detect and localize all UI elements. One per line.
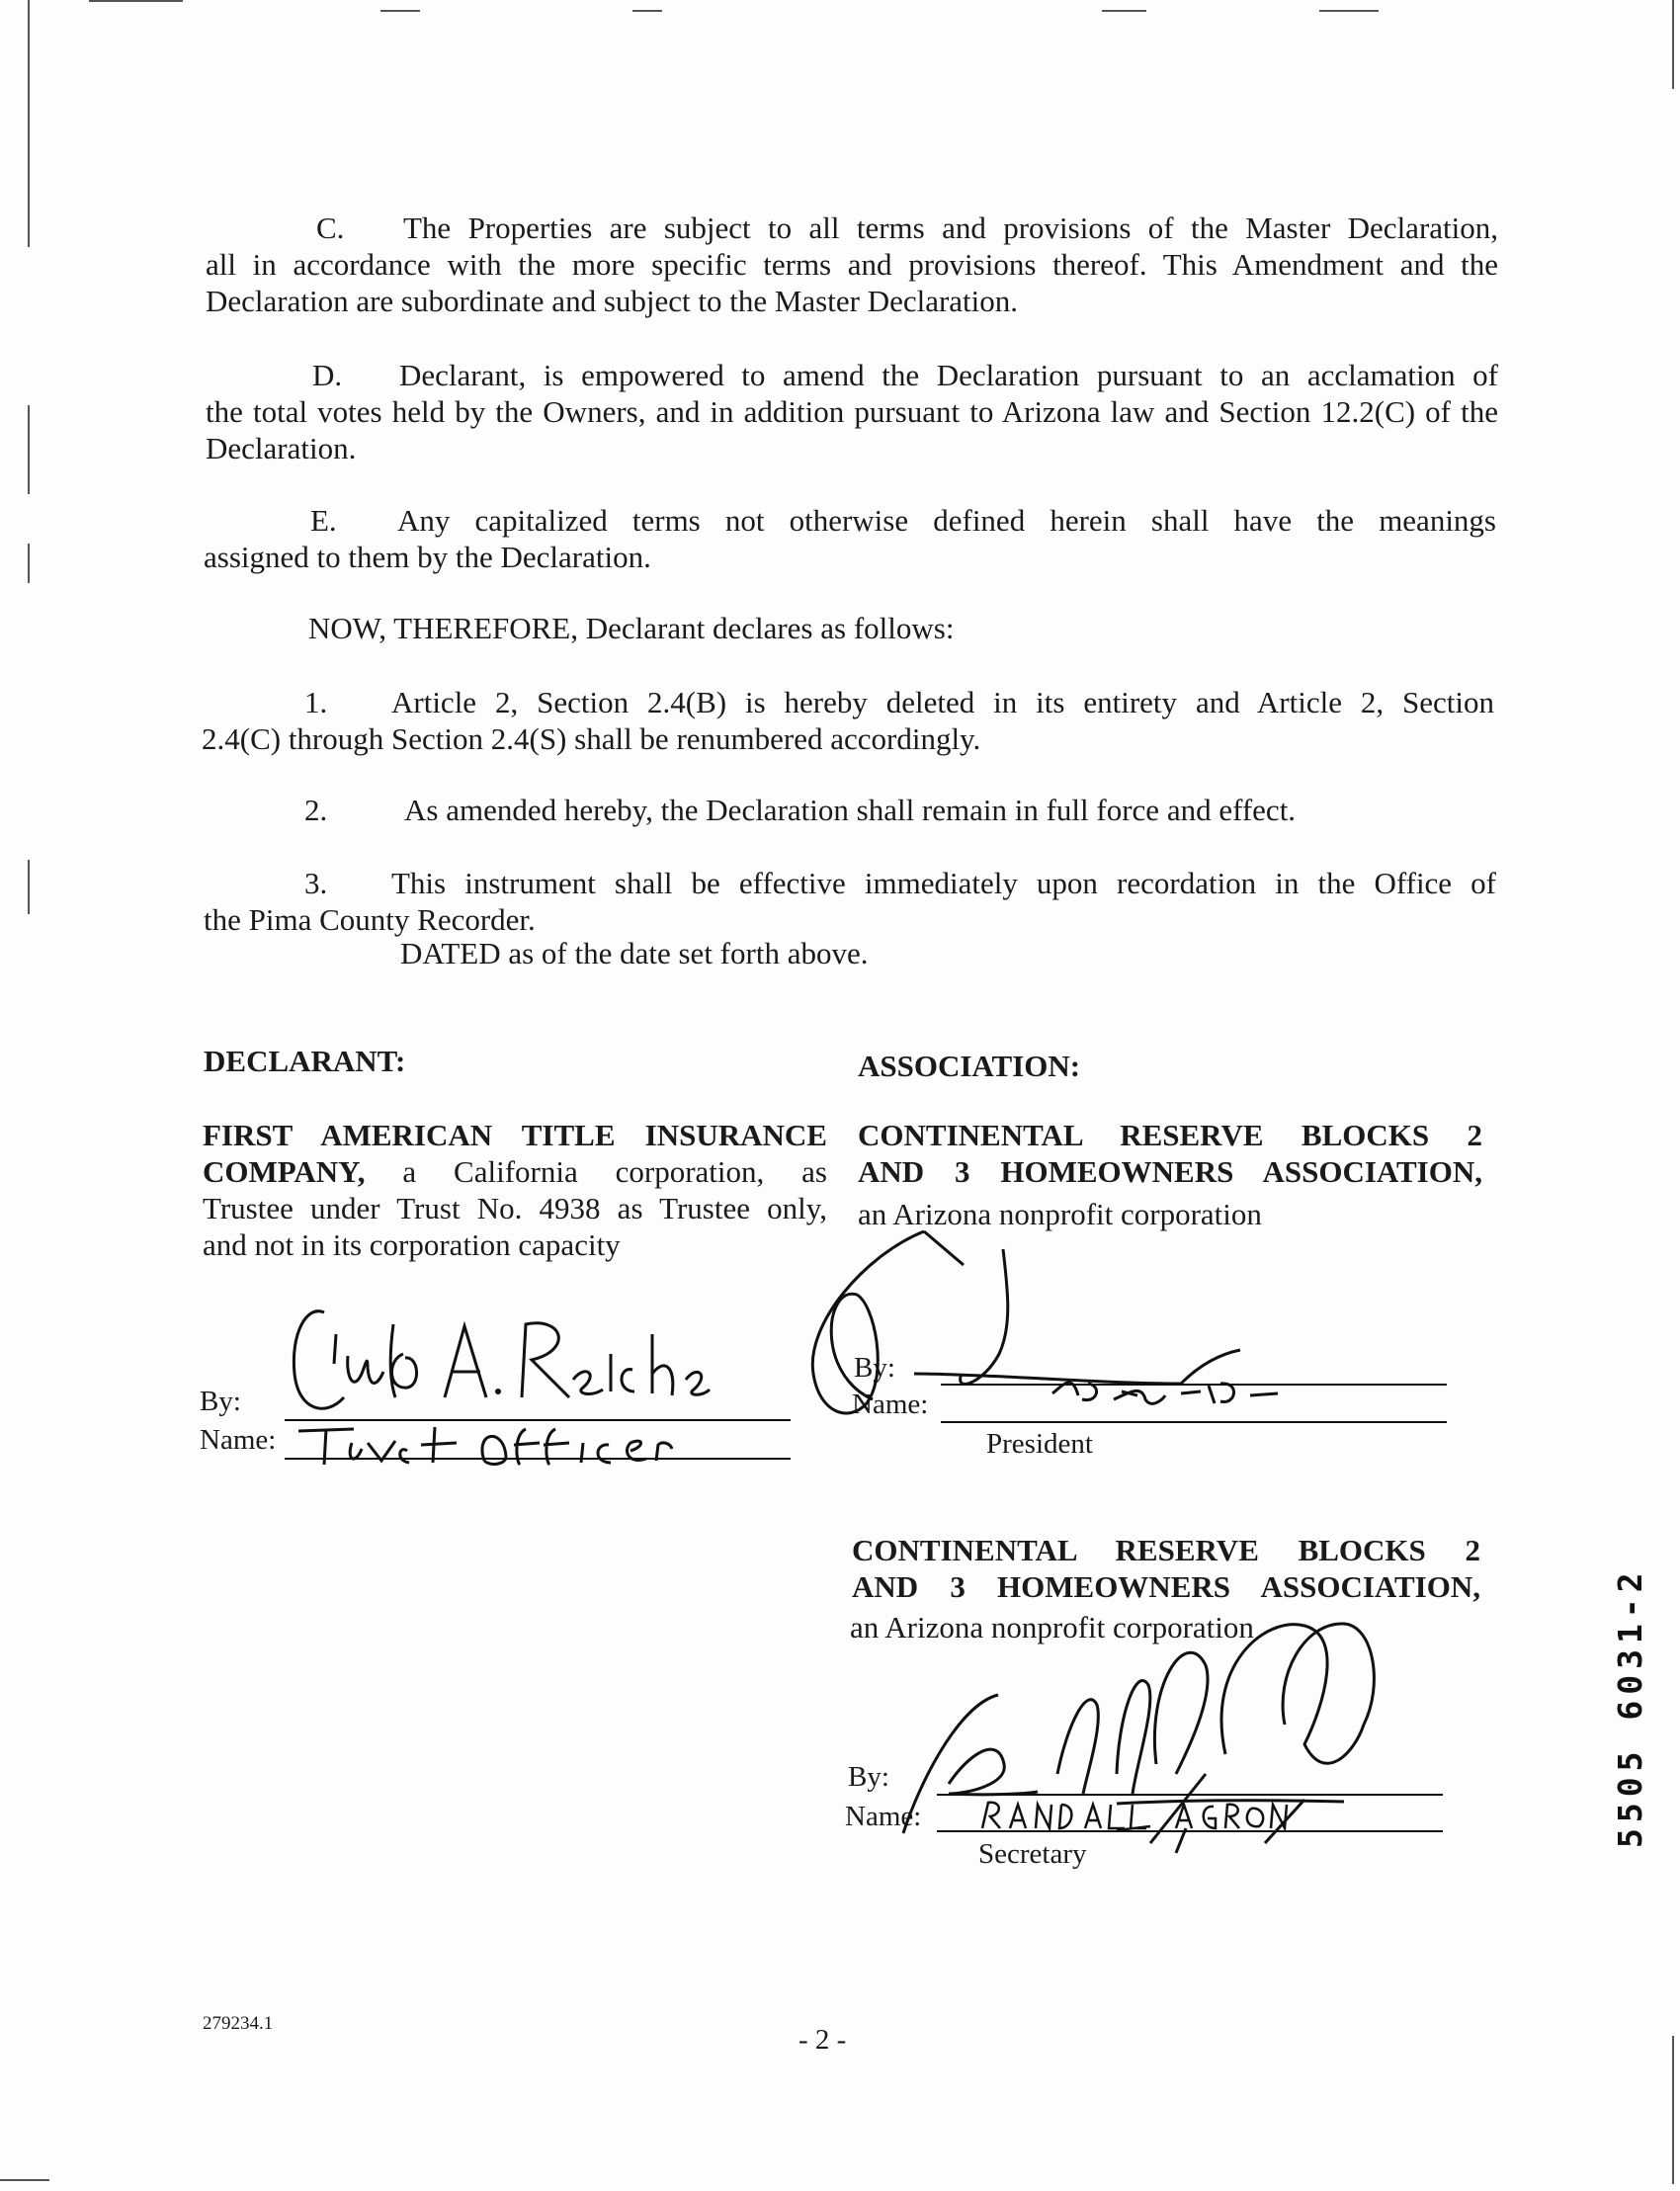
association-signature	[805, 1225, 1359, 1473]
item-1	[202, 684, 1494, 757]
association-by-label: By:	[854, 1352, 895, 1384]
doc-number: 279234.1	[203, 2013, 274, 2034]
recording-stamp: 5505 6031-2	[1611, 1566, 1649, 1848]
declarant-name-line2-bold: COMPANY,	[203, 1154, 366, 1189]
recital-c-letter: C.	[316, 211, 345, 245]
dated-line: DATED as of the date set forth above.	[400, 936, 869, 970]
item-3	[204, 865, 1496, 938]
declarant-desc-line3: Trustee under Trust No. 4938 as Trustee only,	[203, 1191, 827, 1225]
item-2-number: 2.	[304, 793, 328, 827]
recital-e-letter: E.	[310, 503, 337, 538]
declarant-name-line1: FIRST AMERICAN TITLE INSURANCE	[203, 1118, 827, 1152]
association-heading: ASSOCIATION:	[858, 1049, 1081, 1083]
declarant-heading: DECLARANT:	[204, 1044, 406, 1078]
recital-d	[206, 357, 1498, 466]
association-entity-block	[858, 1117, 1482, 1190]
scan-edge-mark	[0, 2179, 49, 2181]
scan-edge-mark	[1319, 10, 1379, 12]
scan-edge-mark	[1102, 10, 1146, 12]
scan-edge-mark	[632, 10, 662, 12]
recital-e-line1: Any capitalized terms not otherwise defined herein shall have the meanings	[397, 503, 1496, 538]
scan-edge-mark	[1672, 0, 1674, 89]
recital-e-rest: assigned to them by the Declaration.	[204, 540, 651, 574]
scan-edge-mark	[28, 0, 30, 247]
scan-edge-mark	[28, 405, 30, 494]
declarant-handwritten-name	[296, 1421, 672, 1471]
association-title: President	[986, 1428, 1093, 1460]
association-name-label: Name:	[852, 1389, 929, 1420]
recital-d-letter: D.	[312, 358, 343, 392]
association2-signature	[889, 1606, 1443, 1883]
recital-c-line1: The Properties are subject to all terms and provisions of the Master Declaration,	[403, 211, 1498, 245]
item-1-line1: Article 2, Section 2.4(B) is hereby deleted in its entirety and Article 2, Section	[391, 685, 1494, 719]
item-1-number: 1.	[304, 685, 328, 719]
declarant-name-line2-rest: a California corporation, as	[402, 1154, 827, 1189]
item-3-number: 3.	[304, 866, 328, 900]
item-3-line1: This instrument shall be effective immediately upon recordation in the Office of	[391, 866, 1496, 900]
recital-c-rest: all in accordance with the more specific terms and provisions thereof. This Amendment and the Declaration are subordinate and subject to the Master Declaration.	[206, 247, 1498, 318]
scan-edge-mark	[28, 544, 30, 583]
scan-edge-mark	[380, 10, 420, 12]
recital-c	[206, 210, 1498, 319]
association2-entity-line2: AND 3 HOMEOWNERS ASSOCIATION,	[852, 1569, 1480, 1604]
association2-name-label: Name:	[845, 1801, 922, 1832]
declarant-desc-line4: and not in its corporation capacity	[203, 1227, 621, 1262]
association-entity-line2: AND 3 HOMEOWNERS ASSOCIATION,	[858, 1154, 1482, 1189]
declarant-name-label: Name:	[200, 1424, 277, 1456]
now-therefore: NOW, THEREFORE, Declarant declares as follows:	[308, 611, 955, 645]
association2-handwritten-name	[978, 1797, 1295, 1836]
recital-d-line1: Declarant, is empowered to amend the Declaration pursuant to an acclamation of	[399, 358, 1498, 392]
scan-edge-mark	[1672, 2036, 1674, 2184]
item-1-rest: 2.4(C) through Section 2.4(S) shall be renumbered accordingly.	[202, 721, 981, 756]
item-2	[304, 792, 1296, 828]
declarant-by-label: By:	[200, 1386, 241, 1417]
item-2-line1: As amended hereby, the Declaration shall remain in full force and effect.	[404, 793, 1297, 827]
recital-d-rest: the total votes held by the Owners, and in addition pursuant to Arizona law and Section 12.2(C) of the Declaration.	[206, 394, 1498, 465]
declarant-entity-block	[203, 1117, 827, 1263]
association-entity-desc: an Arizona nonprofit corporation	[858, 1197, 1262, 1231]
page-number: - 2 -	[798, 2024, 847, 2056]
association2-entity-line1: CONTINENTAL RESERVE BLOCKS 2	[852, 1533, 1480, 1567]
scan-edge-mark	[28, 860, 30, 914]
association2-entity-desc: an Arizona nonprofit corporation	[850, 1610, 1254, 1644]
declarant-signature	[277, 1295, 712, 1433]
association2-title: Secretary	[978, 1838, 1087, 1870]
association-entity-line1: CONTINENTAL RESERVE BLOCKS 2	[858, 1118, 1482, 1152]
scan-edge-mark	[89, 0, 183, 2]
association2-entity-block	[852, 1532, 1480, 1605]
item-3-rest: the Pima County Recorder.	[204, 902, 536, 937]
association2-by-label: By:	[848, 1761, 889, 1793]
recital-e	[204, 502, 1496, 575]
